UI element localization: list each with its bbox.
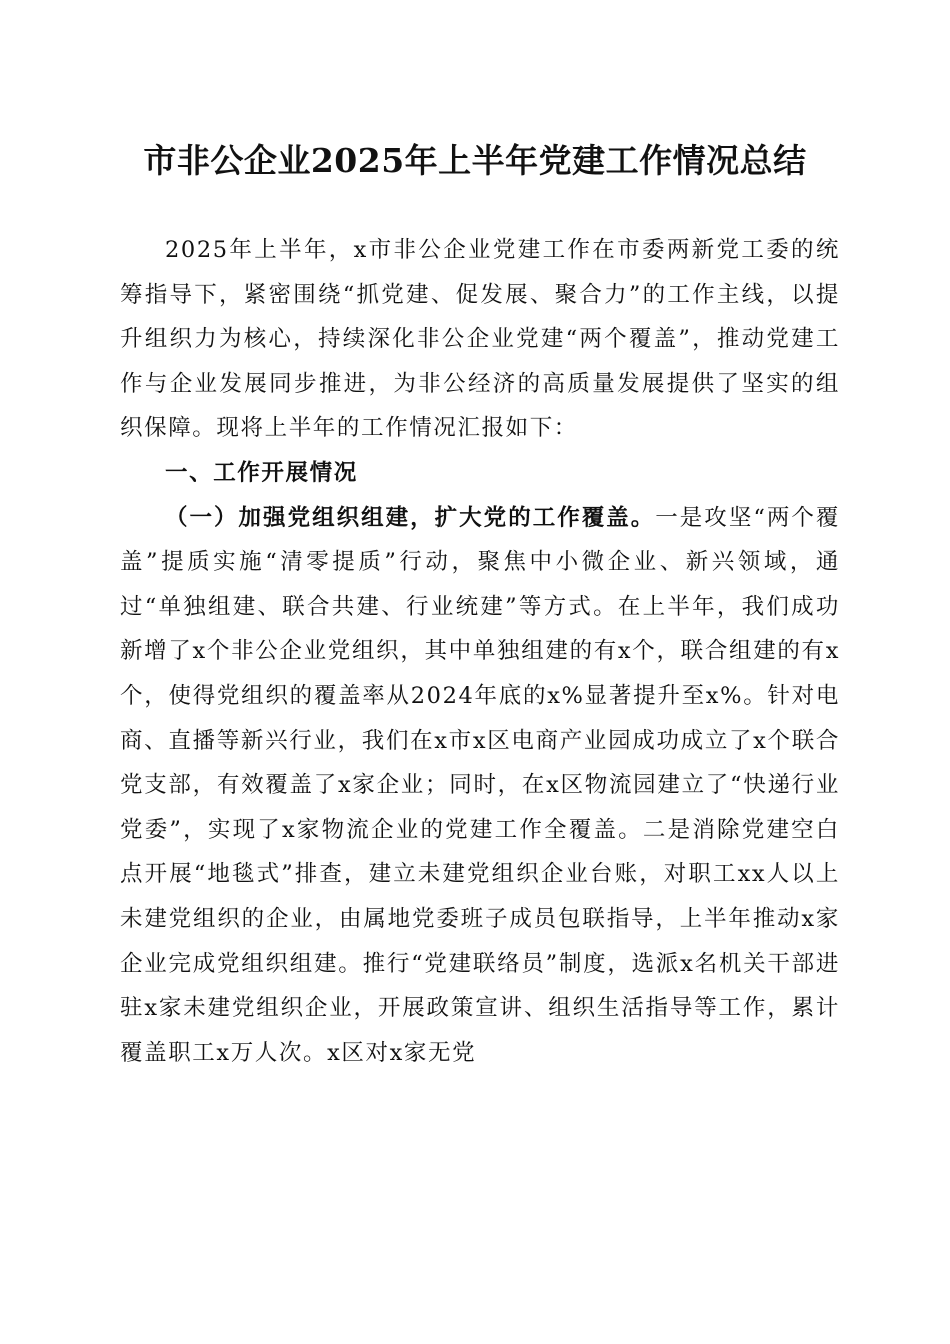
intro-paragraph: 2025年上半年，x市非公企业党建工作在市委两新党工委的统筹指导下，紧密围绕“抓党建、促发展、聚合力”的工作主线，以提升组织力为核心，持续深化非公企业党建“两个覆盖”，推动党建工作与企业发展同步推进，为非公经济的高质量发展提供了坚实的组织保障。现将上半年的工作情况汇报如下： (120, 237, 840, 442)
document-title: 市非公企业2025年上半年党建工作情况总结 (143, 141, 807, 180)
subsection-body-1: 一是攻坚“两个覆盖”提质实施“清零提质”行动，聚焦中小微企业、新兴领域，通过“单独组建、联合共建、行业统建”等方式。在上半年，我们成功新增了x个非公企业党组织，其中单独组建的有x个，联合组建的有x个，使得党组织的覆盖率从2024年底的x%显著提升至x%。针对电商、直播等新兴行业，我们在x市x区电商产业园成功成立了x个联合党支部，有效覆盖了x家企业；同时，在x区物流园建立了“快递行业党委”，实现了x家物流企业的党建工作全覆盖。二是消除党建空白点开展“地毯式”排查，建立未建党组织企业台账，对职工xx人以上未建党组织的企业，由属地党委班子成员包联指导，上半年推动x家企业完成党组织组建。推行“党建联络员”制度，选派x名机关干部进驻x家未建党组织企业，开展政策宣讲、组织生活指导等工作，累计覆盖职工x万人次。x区对x家无党 (120, 504, 840, 1066)
subsection-heading-1: （一）加强党组织组建，扩大党的工作覆盖。 (165, 504, 656, 531)
subsection-paragraph-1 (120, 496, 840, 1076)
document-body (120, 228, 840, 1075)
section-heading-1: 一、工作开展情况 (165, 459, 358, 486)
